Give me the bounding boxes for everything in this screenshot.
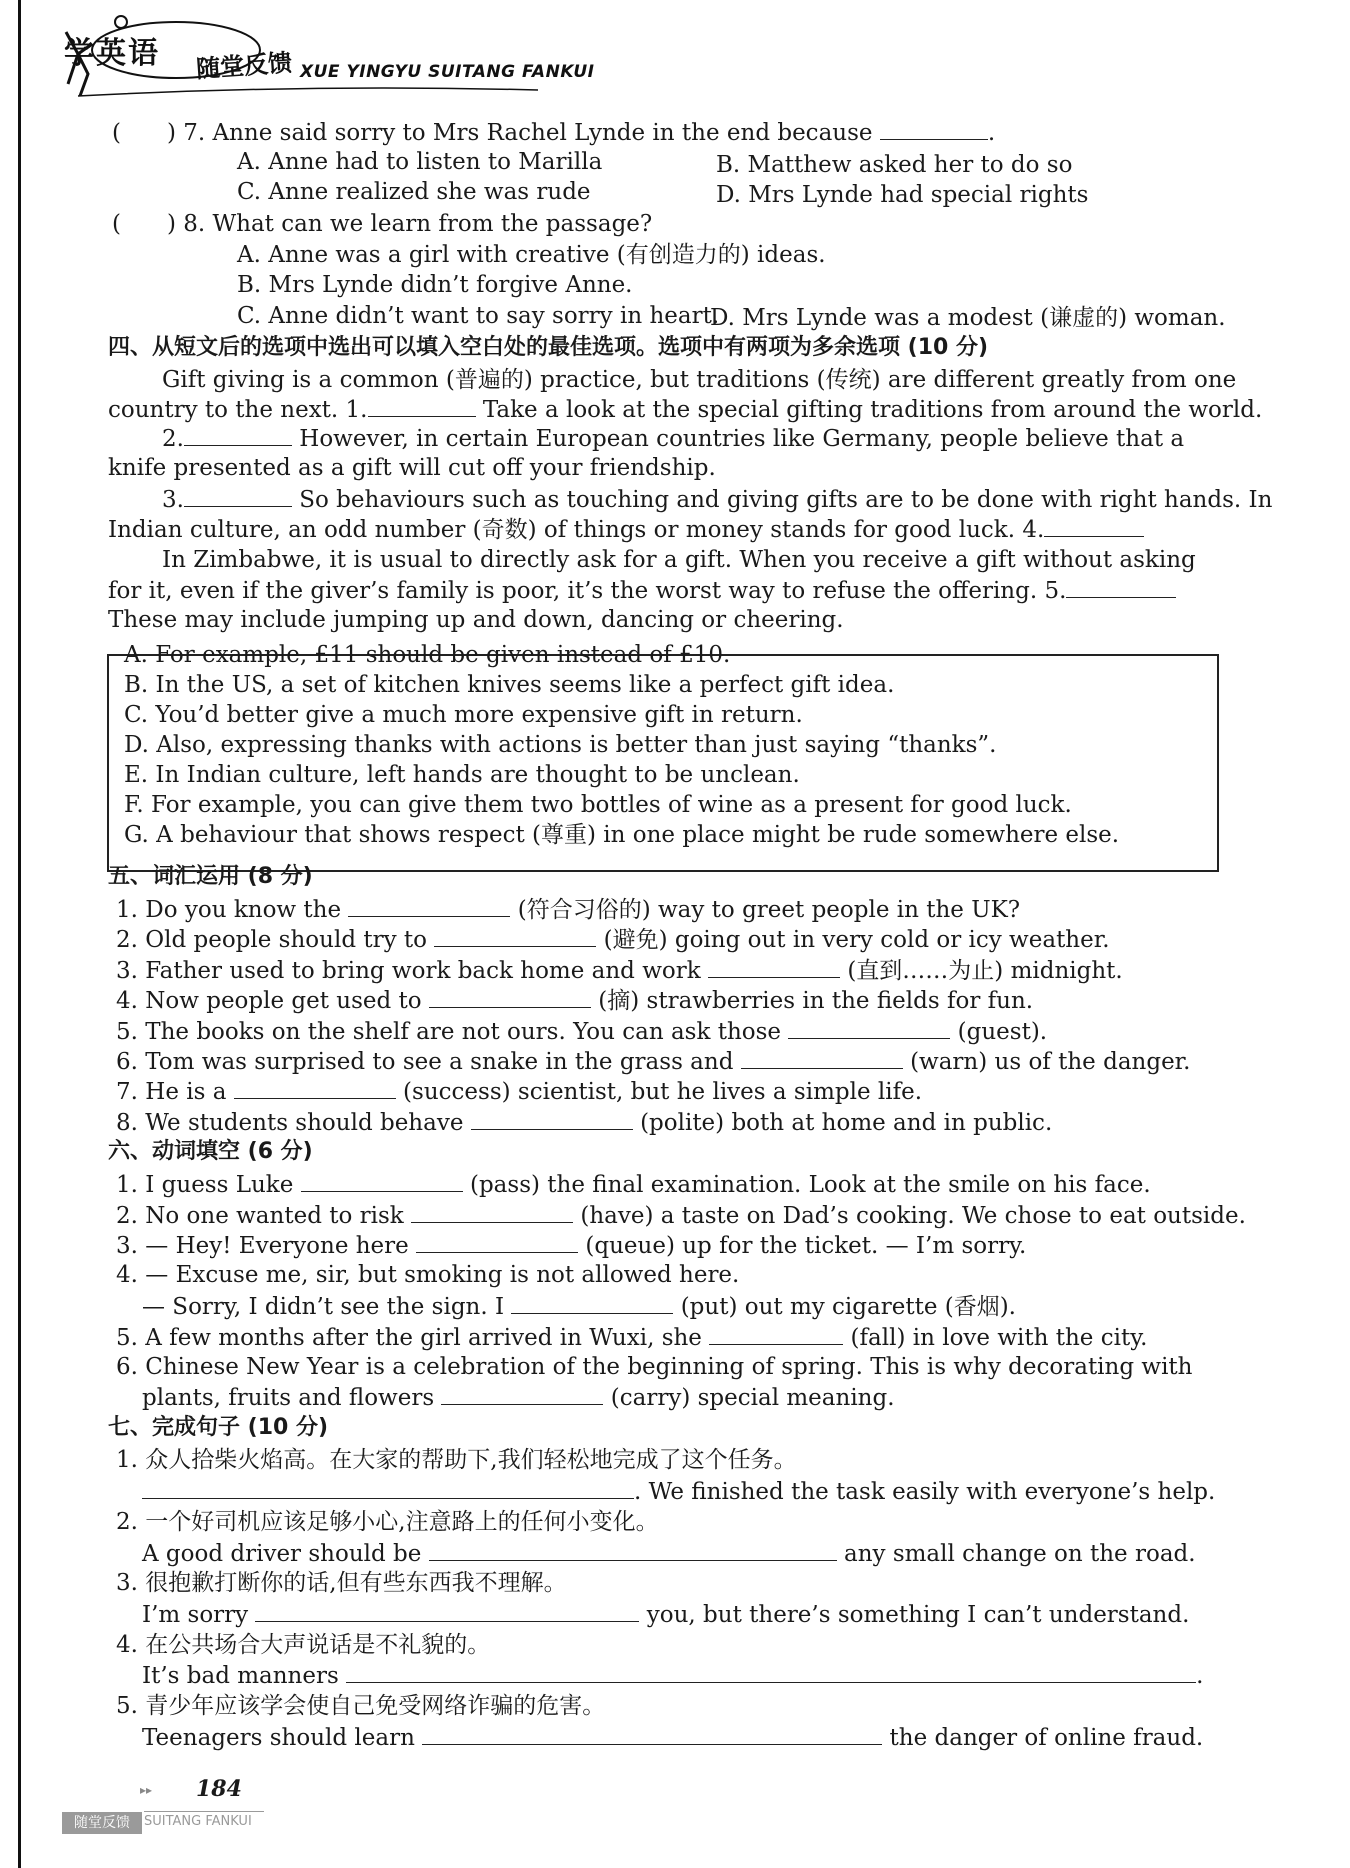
footer-divider (144, 1811, 264, 1812)
blank-4[interactable] (1044, 514, 1144, 537)
vocab-6-blank[interactable] (741, 1046, 903, 1069)
passage-line-7: In Zimbabwe, it is usual to directly ask for a gift. When you receive a gift without asking (162, 547, 1196, 573)
passage-line-8: for it, even if the giver’s family is poor, it’s the worst way to refuse the offering. 5. (108, 575, 1176, 606)
verb-1-blank[interactable] (301, 1169, 463, 1192)
sentence-2-cn: 2. 一个好司机应该足够小心,注意路上的任何小变化。 (116, 1509, 659, 1535)
sentence-5-blank[interactable] (422, 1722, 882, 1745)
vocab-4: 4. Now people get used to (摘) strawberries in the fields for fun. (116, 985, 1033, 1016)
q7-option-b: B. Matthew asked her to do so (716, 152, 1073, 178)
option-a: A. For example, £11 should be given instead of £10. (124, 642, 731, 668)
sentence-2-blank[interactable] (429, 1538, 837, 1561)
footer-tag-en: SUITANG FANKUI (144, 1814, 252, 1829)
vocab-6: 6. Tom was surprised to see a snake in the grass and (warn) us of the danger. (116, 1046, 1190, 1077)
sentence-3-en: I’m sorry you, but there’s something I can’t understand. (142, 1599, 1189, 1630)
q8-option-b: B. Mrs Lynde didn’t forgive Anne. (237, 272, 633, 298)
verb-1: 1. I guess Luke (pass) the final examination. Look at the smile on his face. (116, 1169, 1151, 1200)
q7-stem: ( ) 7. Anne said sorry to Mrs Rachel Lynde in the end because . (112, 117, 995, 148)
verb-5-blank[interactable] (709, 1322, 843, 1345)
sentence-4-cn: 4. 在公共场合大声说话是不礼貌的。 (116, 1632, 491, 1658)
sentence-3-blank[interactable] (255, 1599, 639, 1622)
q7-option-c: C. Anne realized she was rude (237, 179, 591, 205)
option-f: F. For example, you can give them two bottles of wine as a present for good luck. (124, 792, 1072, 818)
vocab-7-blank[interactable] (234, 1076, 396, 1099)
blank-3[interactable] (184, 484, 292, 507)
section4-title: 四、从短文后的选项中选出可以填入空白处的最佳选项。选项中有两项为多余选项 (10 分) (108, 335, 989, 360)
arrow-icon: ▸▸ (140, 1783, 153, 1797)
vocab-8-blank[interactable] (471, 1107, 633, 1130)
option-g: G. A behaviour that shows respect (尊重) in one place might be rude somewhere else. (124, 822, 1120, 848)
sentence-3-cn: 3. 很抱歉打断你的话,但有些东西我不理解。 (116, 1570, 567, 1596)
verb-6-blank[interactable] (441, 1382, 603, 1405)
section6-title: 六、动词填空 (6 分) (108, 1139, 313, 1164)
vocab-8: 8. We students should behave (polite) both at home and in public. (116, 1107, 1052, 1138)
sentence-5-en: Teenagers should learn the danger of online fraud. (142, 1722, 1203, 1753)
q8-option-d: D. Mrs Lynde was a modest (谦虚的) woman. (710, 305, 1226, 331)
passage-line-5: 3. So behaviours such as touching and giving gifts are to be done with right hands. In (162, 484, 1272, 515)
vocab-1: 1. Do you know the (符合习俗的) way to greet people in the UK? (116, 894, 1020, 925)
blank-1[interactable] (368, 394, 476, 417)
blank-5[interactable] (1066, 575, 1176, 598)
passage-line-3: 2. However, in certain European countries like Germany, people believe that a (162, 423, 1184, 454)
section5-title: 五、词汇运用 (8 分) (108, 864, 313, 889)
q7-option-d: D. Mrs Lynde had special rights (716, 182, 1089, 208)
vocab-4-blank[interactable] (429, 985, 591, 1008)
sentence-1-cn: 1. 众人拾柴火焰高。在大家的帮助下,我们轻松地完成了这个任务。 (116, 1447, 797, 1473)
sentence-5-cn: 5. 青少年应该学会使自己免受网络诈骗的危害。 (116, 1693, 606, 1719)
logo-pinyin: XUE YINGYU SUITANG FANKUI (300, 62, 595, 82)
vocab-2: 2. Old people should try to (避免) going out in very cold or icy weather. (116, 924, 1110, 955)
vocab-2-blank[interactable] (434, 924, 596, 947)
logo-subtitle: 随堂反馈 (195, 48, 294, 84)
blank-2[interactable] (184, 423, 292, 446)
verb-4-blank[interactable] (511, 1291, 673, 1314)
vocab-7: 7. He is a (success) scientist, but he lives a simple life. (116, 1076, 922, 1107)
binding-line (18, 0, 21, 1868)
q8-option-c: C. Anne didn’t want to say sorry in heart. (237, 303, 720, 329)
passage-line-9: These may include jumping up and down, dancing or cheering. (108, 607, 844, 633)
verb-3: 3. — Hey! Everyone here (queue) up for the ticket. — I’m sorry. (116, 1230, 1026, 1261)
sentence-1-en: . We finished the task easily with everyone’s help. (142, 1476, 1215, 1507)
vocab-5: 5. The books on the shelf are not ours. You can ask those (guest). (116, 1016, 1047, 1047)
vocab-5-blank[interactable] (788, 1016, 950, 1039)
verb-6a: 6. Chinese New Year is a celebration of the beginning of spring. This is why decorating with (116, 1354, 1193, 1380)
vocab-1-blank[interactable] (348, 894, 510, 917)
passage-line-2: country to the next. 1. Take a look at the special gifting traditions from around the world. (108, 394, 1262, 425)
passage-line-1: Gift giving is a common (普遍的) practice, but traditions (传统) are different greatly from one (162, 367, 1237, 393)
passage-line-6: Indian culture, an odd number (奇数) of things or money stands for good luck. 4. (108, 514, 1144, 545)
passage-line-4: knife presented as a gift will cut off your friendship. (108, 455, 716, 481)
q7-answer-blank[interactable] (880, 117, 988, 140)
option-e: E. In Indian culture, left hands are thought to be unclean. (124, 762, 800, 788)
vocab-3-blank[interactable] (708, 955, 840, 978)
option-d: D. Also, expressing thanks with actions is better than just saying “thanks”. (124, 732, 997, 758)
q8-stem: ( ) 8. What can we learn from the passage? (112, 211, 653, 237)
logo-title: 学英语 (64, 36, 160, 71)
verb-4b: — Sorry, I didn’t see the sign. I (put) out my cigarette (香烟). (142, 1291, 1016, 1322)
verb-4a: 4. — Excuse me, sir, but smoking is not allowed here. (116, 1262, 740, 1288)
verb-2-blank[interactable] (411, 1200, 573, 1223)
section7-title: 七、完成句子 (10 分) (108, 1415, 329, 1440)
sentence-4-blank[interactable] (346, 1660, 1196, 1683)
option-b: B. In the US, a set of kitchen knives seems like a perfect gift idea. (124, 672, 895, 698)
page-number: 184 (196, 1776, 242, 1802)
verb-6b: plants, fruits and flowers (carry) special meaning. (142, 1382, 895, 1413)
verb-3-blank[interactable] (416, 1230, 578, 1253)
sentence-4-en: It’s bad manners . (142, 1660, 1203, 1691)
q8-option-a: A. Anne was a girl with creative (有创造力的) ideas. (237, 242, 826, 268)
vocab-3: 3. Father used to bring work back home and work (直到……为止) midnight. (116, 955, 1123, 986)
footer-tag: 随堂反馈 (62, 1812, 142, 1834)
verb-5: 5. A few months after the girl arrived in Wuxi, she (fall) in love with the city. (116, 1322, 1147, 1353)
sentence-2-en: A good driver should be any small change on the road. (142, 1538, 1196, 1569)
option-c: C. You’d better give a much more expensive gift in return. (124, 702, 803, 728)
verb-2: 2. No one wanted to risk (have) a taste on Dad’s cooking. We chose to eat outside. (116, 1200, 1246, 1231)
sentence-1-blank[interactable] (142, 1476, 634, 1499)
q7-option-a: A. Anne had to listen to Marilla (237, 149, 603, 175)
